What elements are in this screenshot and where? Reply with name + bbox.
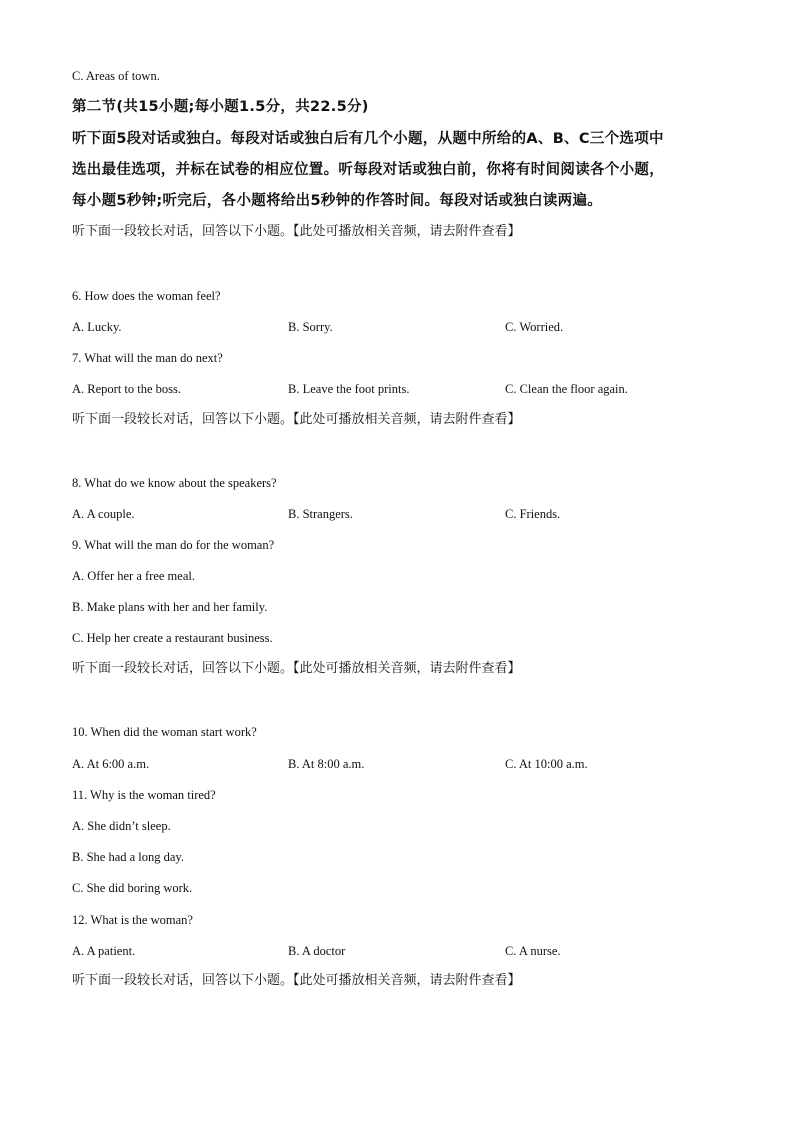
instruction-line-1: 听下面5段对话或独白。每段对话或独白后有几个小题，从题中所给的A、B、C三个选项中 <box>72 131 664 147</box>
instruction-line-3: 每小题5秒钟;听完后，各小题将给出5秒钟的作答时间。每段对话或独白读两遍。 <box>72 193 603 209</box>
q12-option-a: A. A patient. <box>72 944 136 958</box>
q12-option-b: B. A doctor <box>288 944 346 958</box>
question-6: 6. How does the woman feel? <box>72 289 221 303</box>
question-11: 11. Why is the woman tired? <box>72 788 216 802</box>
q6-option-a: A. Lucky. <box>72 320 122 334</box>
question-10: 10. When did the woman start work? <box>72 725 257 739</box>
q10-option-b: B. At 8:00 a.m. <box>288 757 365 771</box>
q11-option-a: A. She didn’t sleep. <box>72 819 171 833</box>
listen-prompt-1: 听下面一段较长对话，回答以下小题。【此处可播放相关音频，请去附件查看】 <box>72 224 521 239</box>
q9-option-b: B. Make plans with her and her family. <box>72 600 268 614</box>
q10-option-a: A. At 6:00 a.m. <box>72 757 150 771</box>
q6-option-b: B. Sorry. <box>288 320 333 334</box>
previous-option-c: C. Areas of town. <box>72 69 160 83</box>
listen-prompt-3: 听下面一段较长对话，回答以下小题。【此处可播放相关音频，请去附件查看】 <box>72 661 521 676</box>
question-8: 8. What do we know about the speakers? <box>72 476 277 490</box>
question-7: 7. What will the man do next? <box>72 351 223 365</box>
q10-option-c: C. At 10:00 a.m. <box>505 757 588 771</box>
q9-option-a: A. Offer her a free meal. <box>72 569 195 583</box>
q8-option-c: C. Friends. <box>505 507 561 521</box>
q7-option-a: A. Report to the boss. <box>72 382 182 396</box>
q9-option-c: C. Help her create a restaurant business. <box>72 631 273 645</box>
q11-option-b: B. She had a long day. <box>72 850 185 864</box>
listen-prompt-2: 听下面一段较长对话，回答以下小题。【此处可播放相关音频，请去附件查看】 <box>72 412 521 427</box>
q8-option-a: A. A couple. <box>72 507 135 521</box>
q8-option-b: B. Strangers. <box>288 507 353 521</box>
q12-option-c: C. A nurse. <box>505 944 561 958</box>
instruction-line-2: 选出最佳选项，并标在试卷的相应位置。听每段对话或独白前，你将有时间阅读各个小题， <box>72 162 664 178</box>
question-9: 9. What will the man do for the woman? <box>72 538 275 552</box>
listen-prompt-4: 听下面一段较长对话，回答以下小题。【此处可播放相关音频，请去附件查看】 <box>72 973 521 988</box>
q6-option-c: C. Worried. <box>505 320 564 334</box>
q7-option-b: B. Leave the foot prints. <box>288 382 410 396</box>
q11-option-c: C. She did boring work. <box>72 881 193 895</box>
q7-option-c: C. Clean the floor again. <box>505 382 628 396</box>
question-12: 12. What is the woman? <box>72 913 193 927</box>
section-title: 第二节(共15小题;每小题1.5分，共22.5分) <box>72 99 369 115</box>
